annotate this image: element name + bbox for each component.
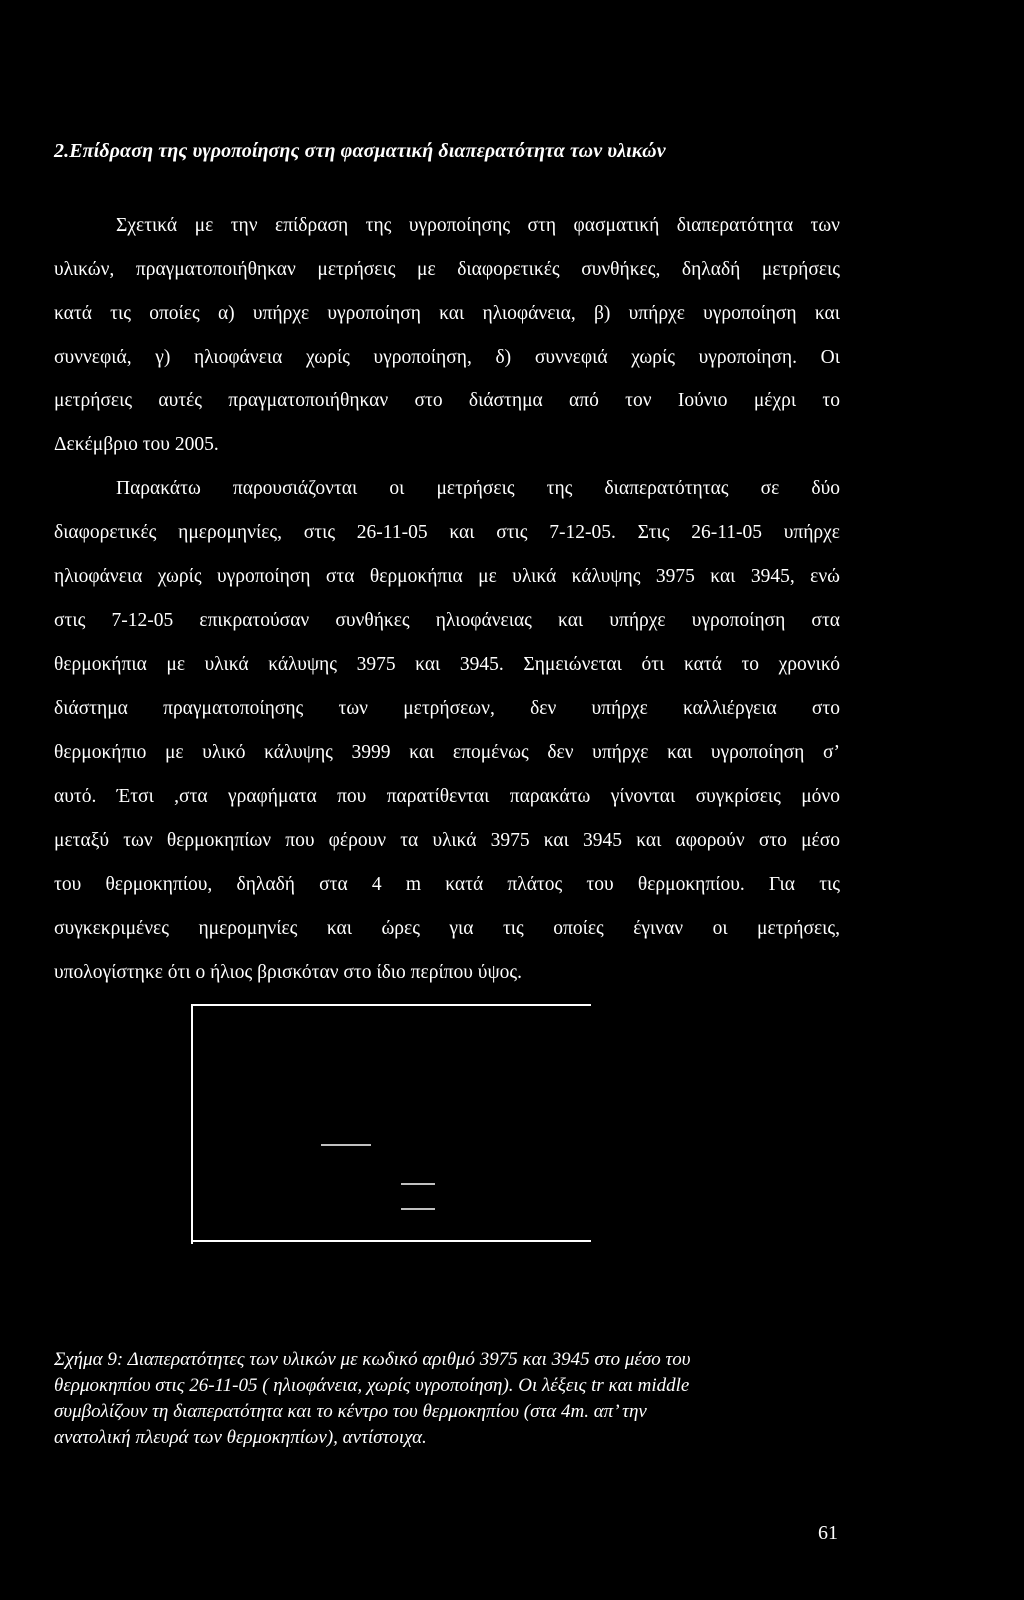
body-line: υλικών, πραγματοποιήθηκαν μετρήσεις με διαφορετικές συνθήκες, δηλαδή μετρήσεις [54, 259, 840, 280]
figure-caption-line: θερμοκηπίου στις 26-11-05 ( ηλιοφάνεια, χωρίς υγροποίηση). Οι λέξεις tr και middle [54, 1375, 690, 1396]
body-line: ηλιοφάνεια χωρίς υγροποίηση στα θερμοκήπια με υλικά κάλυψης 3975 και 3945, ενώ [54, 566, 840, 587]
figure-caption-line: ανατολική πλευρά των θερμοκηπίων), αντίστοιχα. [54, 1427, 427, 1448]
body-line: Δεκέμβριο του 2005. [54, 434, 219, 455]
body-line: Σχετικά με την επίδραση της υγροποίησης στη φασματική διαπερατότητα των [116, 215, 840, 236]
body-line: θερμοκήπιο με υλικό κάλυψης 3999 και επομένως δεν υπήρχε και υγροποίηση σ’ [54, 742, 840, 763]
body-line: θερμοκήπια με υλικά κάλυψης 3975 και 3945. Σημειώνεται ότι κατά το χρονικό [54, 654, 840, 675]
body-line: συννεφιά, γ) ηλιοφάνεια χωρίς υγροποίηση, δ) συννεφιά χωρίς υγροποίηση. Οι [54, 347, 840, 368]
body-line: διάστημα πραγματοποίησης των μετρήσεων, δεν υπήρχε καλλιέργεια στο [54, 698, 840, 719]
figure-caption-line: συμβολίζουν τη διαπερατότητα και το κέντρο του θερμοκηπίου (στα 4m. απ’ την [54, 1401, 647, 1422]
figure-9 [191, 1004, 591, 1244]
body-line: διαφορετικές ημερομηνίες, στις 26-11-05 και στις 7-12-05. Στις 26-11-05 υπήρχε [54, 522, 840, 543]
body-line: του θερμοκηπίου, δηλαδή στα 4 m κατά πλάτος του θερμοκηπίου. Για τις [54, 874, 840, 895]
body-line: συγκεκριμένες ημερομηνίες και ώρες για τις οποίες έγιναν οι μετρήσεις, [54, 918, 840, 939]
body-line: στις 7-12-05 επικρατούσαν συνθήκες ηλιοφάνειας και υπήρχε υγροποίηση στα [54, 610, 840, 631]
figure-graphic [191, 1004, 591, 1244]
body-line: υπολογίστηκε ότι ο ήλιος βρισκόταν στο ίδιο περίπου ύψος. [54, 962, 523, 983]
body-line: μεταξύ των θερμοκηπίων που φέρουν τα υλικά 3975 και 3945 και αφορούν στο μέσο [54, 830, 840, 851]
section-heading: 2.Επίδραση της υγροποίησης στη φασματική διαπερατότητα των υλικών [54, 140, 666, 162]
body-line: κατά τις οποίες α) υπήρχε υγροποίηση και ηλιοφάνεια, β) υπήρχε υγροποίηση και [54, 303, 840, 324]
body-line: Παρακάτω παρουσιάζονται οι μετρήσεις της διαπερατότητας σε δύο [116, 478, 840, 499]
page-number: 61 [818, 1522, 838, 1544]
body-line: αυτό. Έτσι ,στα γραφήματα που παρατίθενται παρακάτω γίνονται συγκρίσεις μόνο [54, 786, 840, 807]
body-line: μετρήσεις αυτές πραγματοποιήθηκαν στο διάστημα από τον Ιούνιο μέχρι το [54, 390, 840, 411]
figure-caption-line: Σχήμα 9: Διαπερατότητες των υλικών με κωδικό αριθμό 3975 και 3945 στο μέσο του [54, 1349, 691, 1370]
